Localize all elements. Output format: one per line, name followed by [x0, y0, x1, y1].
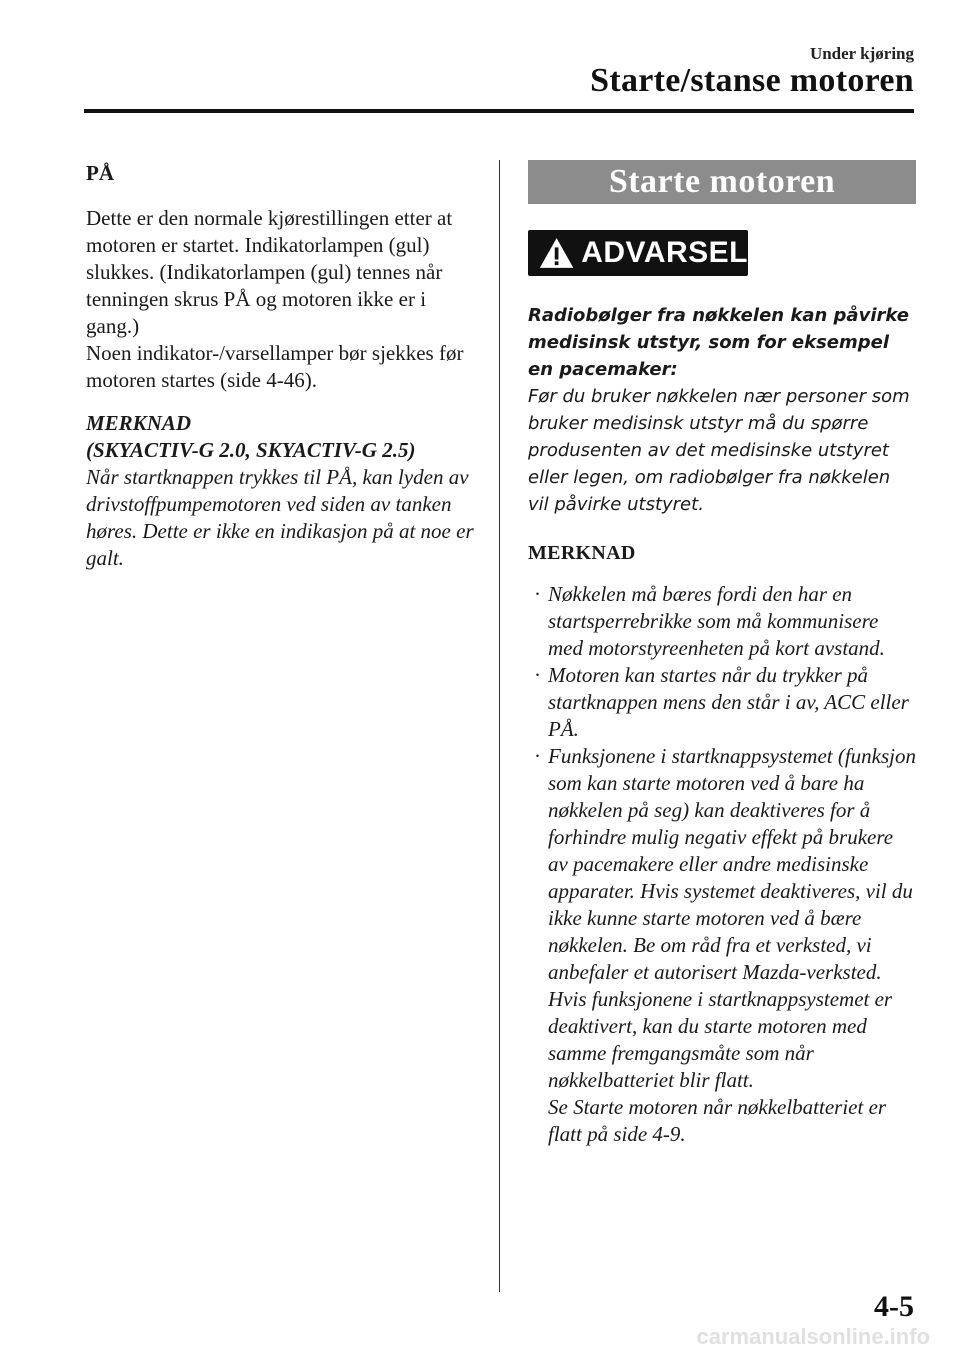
column-divider	[499, 160, 500, 1292]
watermark: carmanualsonline.info	[696, 1324, 930, 1349]
note-subheading: (SKYACTIV-G 2.0, SKYACTIV-G 2.5)	[86, 438, 416, 462]
warning-bold-text: Radiobølger fra nøkkelen kan påvirke medisinsk utstyr, som for eksempel en pacemaker:	[528, 305, 909, 380]
list-item	[528, 581, 916, 662]
right-note-heading: MERKNAD	[528, 542, 636, 564]
section-banner: Starte motoren	[528, 160, 916, 204]
paragraph-normal-position: Dette er den normale kjørestillingen etter at motoren er startet. Indikatorlampen (gul) slukkes. (Indikatorlampen (gul) tennes når tenningen skrus PÅ og motoren ikke er i gang.)	[86, 206, 453, 338]
warning-text: Før du bruker nøkkelen nær personer som bruker medisinsk utstyr må du spørre produsenten av det medisinske utstyret eller legen, om radiobølger fra nøkkelen vil påvirke utstyret.	[528, 386, 910, 515]
bullet-dot-icon: ·	[534, 744, 541, 768]
paragraph-check-lamps: Noen indikator-/varsellamper bør sjekkes før motoren startes (side 4-46).	[86, 341, 464, 392]
bullet-text: Nøkkelen må bæres fordi den har en startsperrebrikke som må kommunisere med motorstyreenheten på kort avstand.	[548, 582, 885, 660]
header-rule	[84, 109, 914, 113]
warning-body	[528, 302, 916, 518]
section-title: Starte/stanse motoren	[590, 62, 914, 99]
left-column	[86, 160, 476, 572]
warning-triangle-icon	[538, 235, 575, 271]
warning-badge	[528, 230, 748, 276]
note-text: Når startknappen trykkes til PÅ, kan lyden av drivstoffpumpemotoren ved siden av tanken høres. Dette er ikke en indikasjon på at noe er galt.	[86, 465, 474, 570]
bullet-dot-icon: ·	[534, 663, 541, 687]
chapter-label: Under kjøring	[809, 44, 914, 63]
bullet-text: Funksjonene i startknappsystemet (funksjon som kan starte motoren ved å bare ha nøkkelen på seg) kan deaktiveres for å forhindre mulig negativ effekt på brukere av pacemakere eller andre medisinske apparater. Hvis systemet deaktiveres, vil du ikke kunne starte motoren ved å bære nøkkelen. Be om råd fra et verksted, vi anbefaler et autorisert Mazda-verksted. Hvis funksjonene i startknappsystemet er deaktivert, kan du starte motoren med samme fremgangsmåte som når nøkkelbatteriet blir flatt.	[548, 744, 917, 1092]
bullet-dot-icon: ·	[534, 582, 541, 606]
bullet-reference: Se Starte motoren når nøkkelbatteriet er flatt på side 4-9.	[548, 1095, 887, 1146]
list-item	[528, 743, 916, 1148]
list-item	[528, 662, 916, 743]
warning-label: ADVARSEL	[581, 236, 748, 269]
right-column	[528, 160, 916, 1148]
bullet-text: Motoren kan startes når du trykker på startknappen mens den står i av, ACC eller PÅ.	[548, 663, 909, 741]
subheading-on: PÅ	[86, 161, 114, 185]
page-number: 4-5	[874, 1290, 914, 1323]
note-heading: MERKNAD	[86, 411, 192, 435]
note-bullet-list	[528, 581, 916, 1148]
